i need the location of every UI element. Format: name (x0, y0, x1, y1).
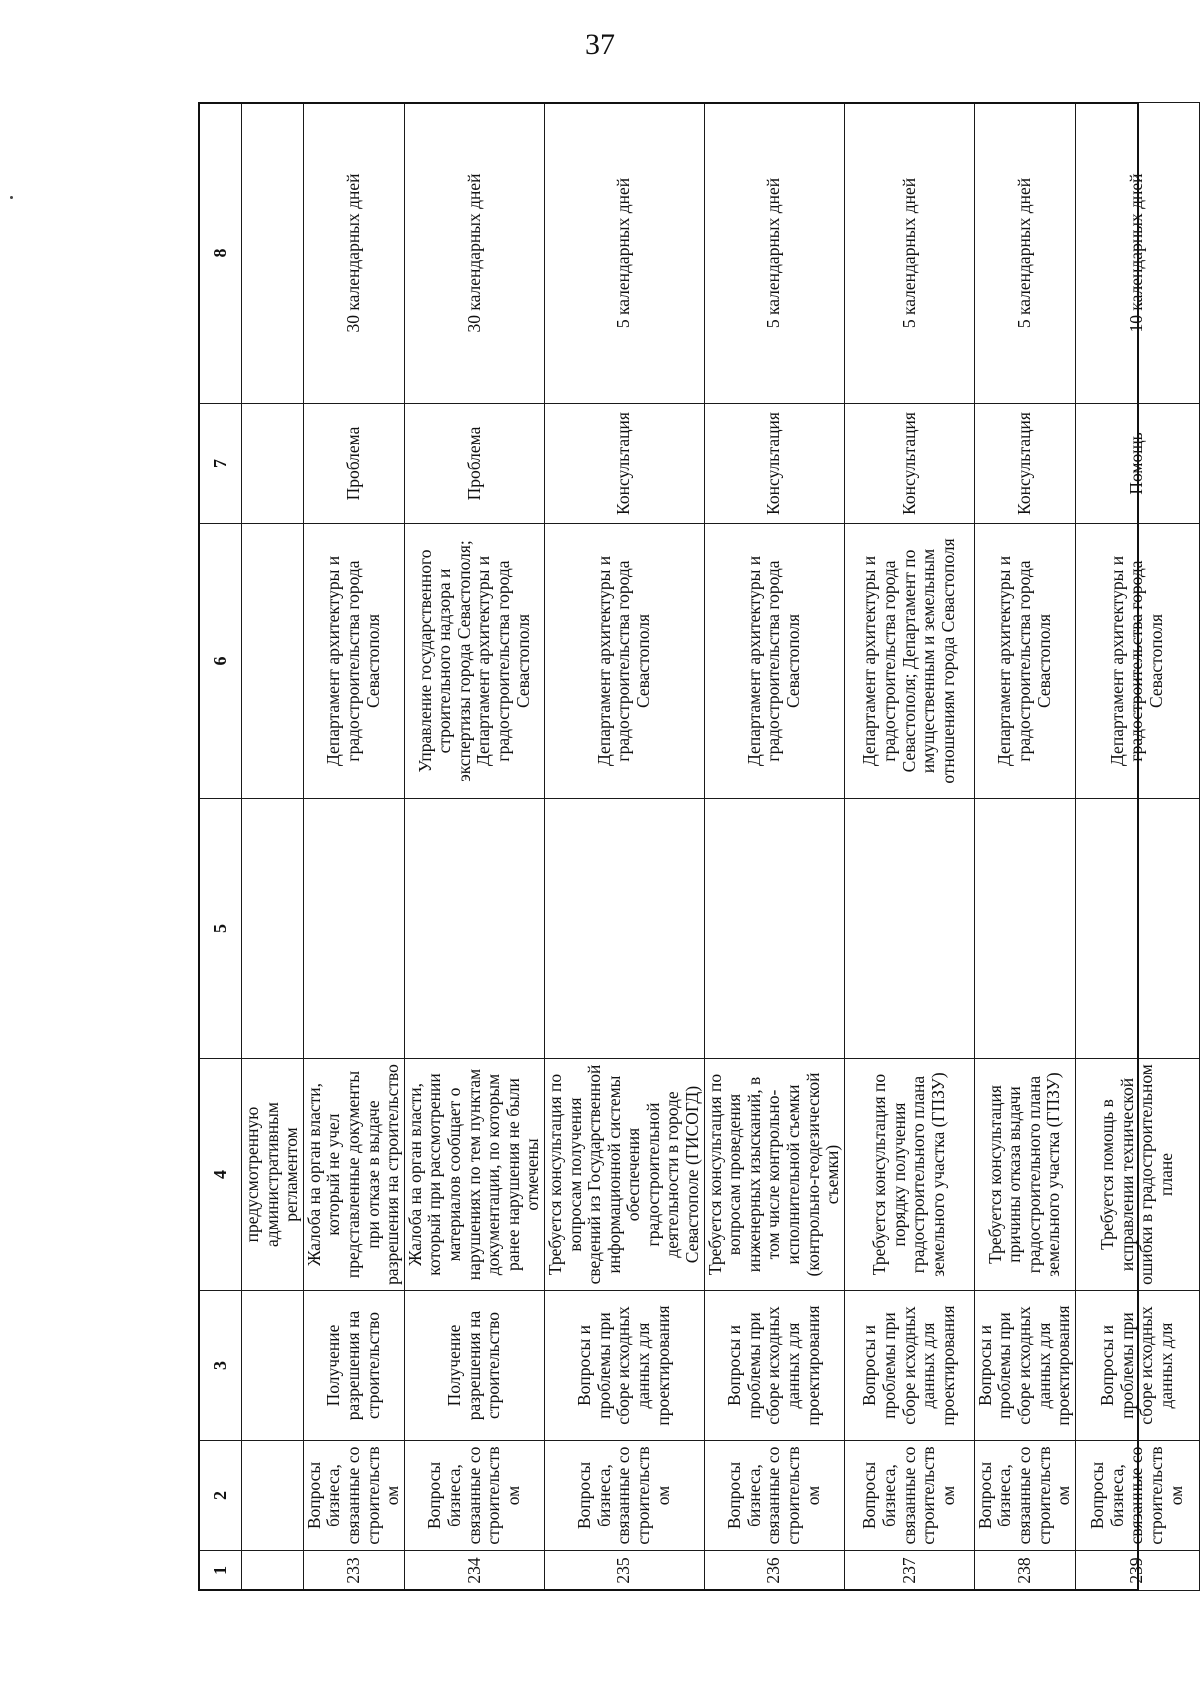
row-number: 239 (1075, 1551, 1199, 1591)
request-type: Проблема (303, 404, 404, 524)
table-row (704, 103, 844, 1591)
header-cell-3: 3 (200, 1291, 242, 1441)
column-5-cell (844, 799, 974, 1059)
header-cell-7: 7 (200, 404, 242, 524)
cont-cell-5 (242, 799, 304, 1059)
scan-speck (10, 196, 13, 199)
row-number: 233 (303, 1551, 404, 1591)
regulations-table (199, 102, 1200, 1591)
request-description: Жалоба на орган власти, который не учел представленные документы при отказе в выдаче разрешения на строительство (303, 1059, 404, 1291)
response-term: 10 календарных дней (1075, 103, 1199, 404)
response-term: 5 календарных дней (544, 103, 704, 404)
responsible-authority: Департамент архитектуры и градостроительства города Севастополя (303, 524, 404, 799)
column-5-cell (303, 799, 404, 1059)
table-row (544, 103, 704, 1591)
row-number: 234 (404, 1551, 544, 1591)
request-type: Консультация (844, 404, 974, 524)
page-number: 37 (585, 28, 615, 61)
responsible-authority: Управление государственного строительного надзора и экспертизы города Севастополя; Департамент архитектуры и градостроительства города Севастополя (404, 524, 544, 799)
table-row (974, 103, 1075, 1591)
cont-cell-7 (242, 404, 304, 524)
topic: Вопросы и проблемы при сборе исходных данных для проектирования (704, 1291, 844, 1441)
table-row (404, 103, 544, 1591)
request-type: Консультация (544, 404, 704, 524)
responsible-authority: Департамент архитектуры и градостроительства города Севастополя (704, 524, 844, 799)
cont-cell-6 (242, 524, 304, 799)
request-type: Консультация (704, 404, 844, 524)
topic: Вопросы и проблемы при сборе исходных данных для проектирования (544, 1291, 704, 1441)
request-description: Требуется консультация причины отказа выдачи градостроительного плана земельного участка (ГПЗУ) (974, 1059, 1075, 1291)
header-cell-1: 1 (200, 1551, 242, 1591)
request-type: Помощь (1075, 404, 1199, 524)
request-description: Требуется помощь в исправлении технической ошибки в градостроительном плане (1075, 1059, 1199, 1291)
request-description: Требуется консультация по порядку получения градостроительного плана земельного участка (ГПЗУ) (844, 1059, 974, 1291)
response-term: 5 календарных дней (844, 103, 974, 404)
topic: Получение разрешения на строительство (303, 1291, 404, 1441)
response-term: 30 календарных дней (404, 103, 544, 404)
topic: Вопросы и проблемы при сборе исходных данных для проектирования (974, 1291, 1075, 1441)
header-cell-2: 2 (200, 1441, 242, 1551)
request-type: Консультация (974, 404, 1075, 524)
business-area: Вопросы бизнеса, связанные со строительством (303, 1441, 404, 1551)
topic: Получение разрешения на строительство (404, 1291, 544, 1441)
cont-cell-2 (242, 1441, 304, 1551)
column-5-cell (704, 799, 844, 1059)
cont-cell-3 (242, 1291, 304, 1441)
responsible-authority: Департамент архитектуры и градостроительства города Севастополя (1075, 524, 1199, 799)
column-5-cell (1075, 799, 1199, 1059)
header-cell-8: 8 (200, 103, 242, 404)
header-cell-6: 6 (200, 524, 242, 799)
request-type: Проблема (404, 404, 544, 524)
response-term: 30 календарных дней (303, 103, 404, 404)
column-5-cell (544, 799, 704, 1059)
topic: Вопросы и проблемы при сборе исходных данных для (1075, 1291, 1199, 1441)
business-area: Вопросы бизнеса, связанные со строительством (1075, 1441, 1199, 1551)
table-row (1075, 103, 1199, 1591)
response-term: 5 календарных дней (704, 103, 844, 404)
business-area: Вопросы бизнеса, связанные со строительством (404, 1441, 544, 1551)
responsible-authority: Департамент архитектуры и градостроительства города Севастополя (974, 524, 1075, 799)
business-area: Вопросы бизнеса, связанные со строительством (544, 1441, 704, 1551)
row-number: 235 (544, 1551, 704, 1591)
column-5-cell (404, 799, 544, 1059)
cont-cell-8 (242, 103, 304, 404)
request-description: Требуется консультация по вопросам проведения инженерных изысканий, в том числе контрольно-исполнительной съемки (контрольно-геодезической съемки) (704, 1059, 844, 1291)
rotated-table-wrapper (199, 103, 1186, 1591)
cont-cell-4: предусмотренную административным регламентом (242, 1059, 304, 1291)
business-area: Вопросы бизнеса, связанные со строительством (974, 1441, 1075, 1551)
header-cell-4: 4 (200, 1059, 242, 1291)
business-area: Вопросы бизнеса, связанные со строительством (844, 1441, 974, 1551)
column-5-cell (974, 799, 1075, 1059)
cont-cell-1 (242, 1551, 304, 1591)
row-number: 236 (704, 1551, 844, 1591)
row-number: 238 (974, 1551, 1075, 1591)
responsible-authority: Департамент архитектуры и градостроительства города Севастополя (544, 524, 704, 799)
table-row (844, 103, 974, 1591)
topic: Вопросы и проблемы при сборе исходных данных для проектирования (844, 1291, 974, 1441)
continuation-row (242, 103, 304, 1591)
header-row (200, 103, 242, 1591)
responsible-authority: Департамент архитектуры и градостроительства города Севастополя; Департамент по имущественным и земельным отношениям города Севастополя (844, 524, 974, 799)
request-description: Требуется консультация по вопросам получения сведений из Государственной информационной системы обеспечения градостроительной деятельности в городе Севастополе (ГИСОГД) (544, 1059, 704, 1291)
request-description: Жалоба на орган власти, который при рассмотрении материалов сообщает о нарушениях по тем пунктам документации, по которым ранее нарушения не были отмечены (404, 1059, 544, 1291)
row-number: 237 (844, 1551, 974, 1591)
header-cell-5: 5 (200, 799, 242, 1059)
response-term: 5 календарных дней (974, 103, 1075, 404)
business-area: Вопросы бизнеса, связанные со строительством (704, 1441, 844, 1551)
table-row (303, 103, 404, 1591)
